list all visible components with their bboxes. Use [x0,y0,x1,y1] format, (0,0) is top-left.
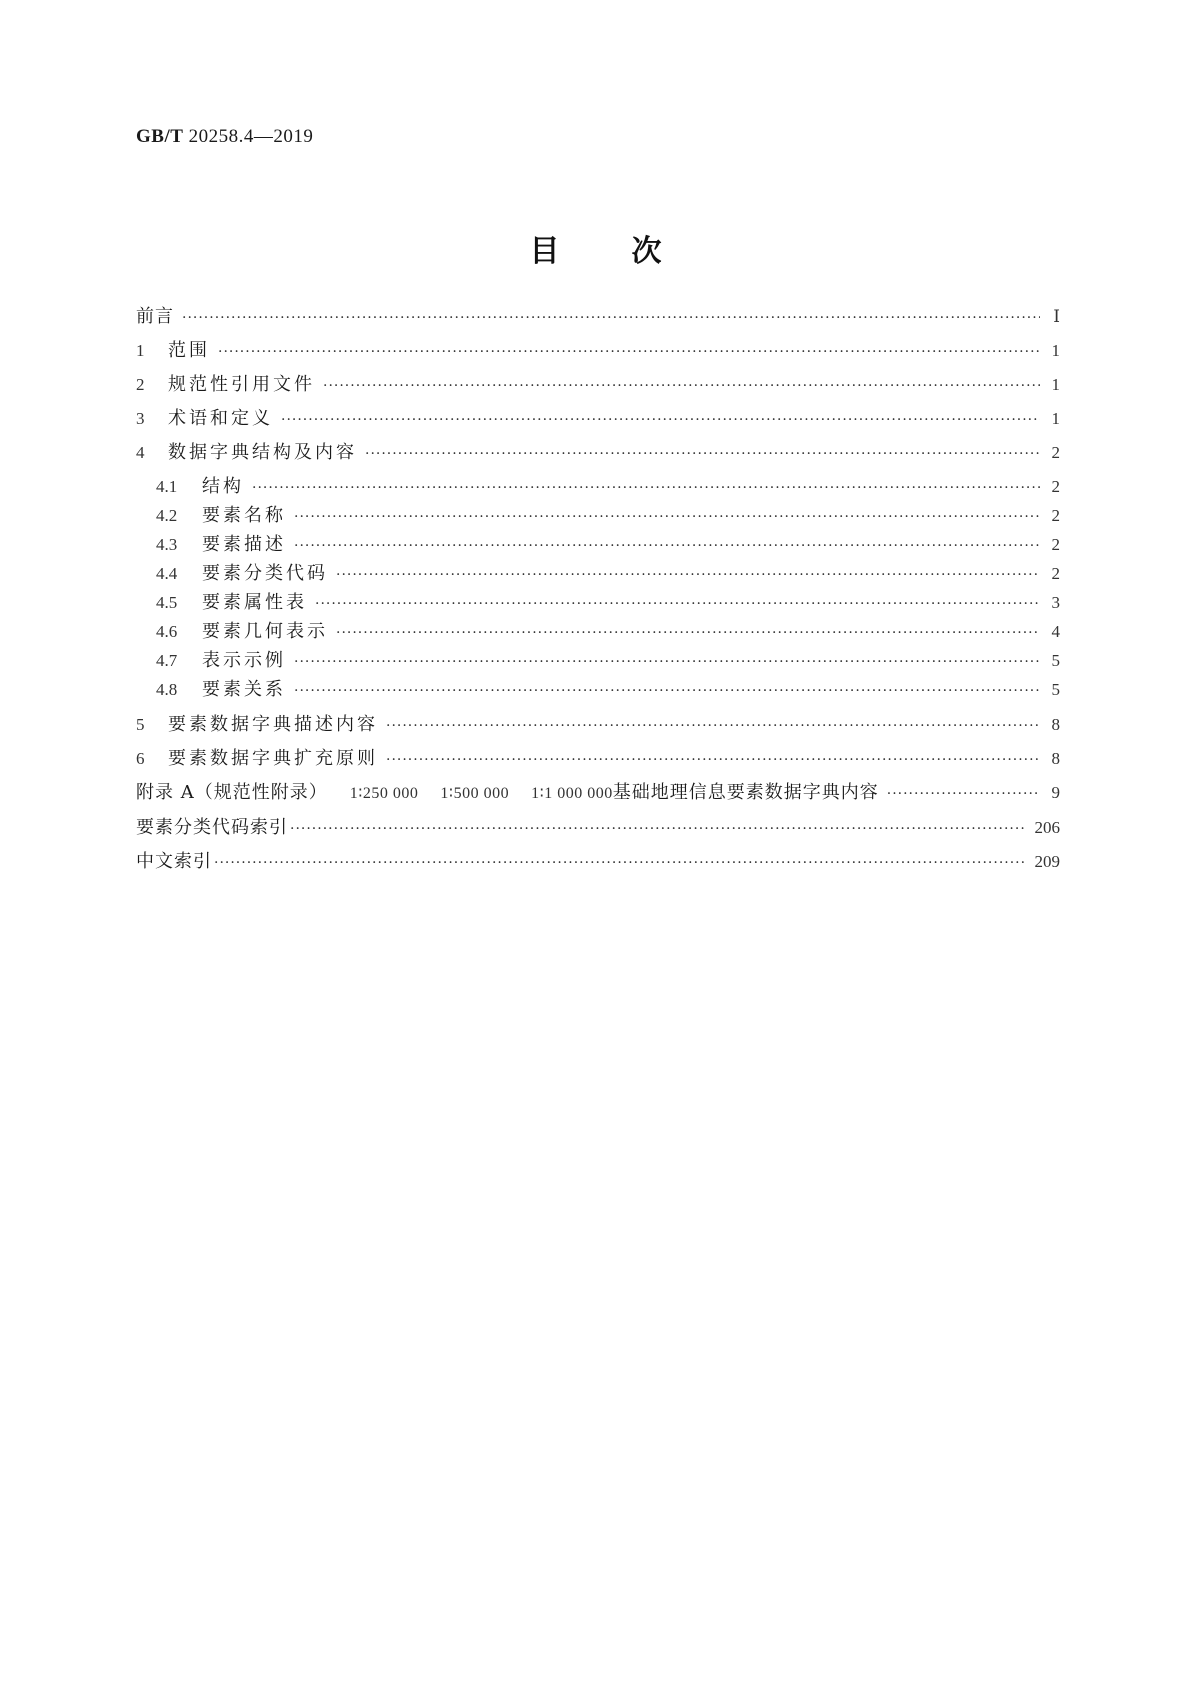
toc-entry-4-4[interactable] [156,561,1060,587]
toc-leader-dots [294,504,1040,530]
toc-entry-6[interactable] [136,746,1060,772]
standard-number: 20258.4—2019 [188,126,314,147]
toc-entry-2[interactable] [136,372,1060,398]
toc-label: 要素关系 [202,679,286,700]
toc-number: 4.7 [156,651,178,670]
toc-entry-4-1[interactable] [156,474,1060,500]
toc-label: 前言 [136,306,174,327]
toc-label: 结构 [202,476,244,497]
toc-label: 术语和定义 [168,408,273,429]
toc-number: 4.6 [156,622,178,641]
toc-entry-preface[interactable] [136,304,1060,330]
toc-entry-4-2[interactable] [156,503,1060,529]
toc-leader-dots [252,475,1040,501]
toc-leader-dots [323,373,1040,399]
toc-label: 要素数据字典扩充原则 [168,748,378,769]
toc-label: 表示示例 [202,650,286,671]
toc-leader-dots [336,620,1040,646]
toc-entry-4-8[interactable] [156,677,1060,703]
toc-label: 要素名称 [202,505,286,526]
toc-label: 要素描述 [202,534,286,555]
toc-number: 2 [136,375,145,394]
toc-label: 要素分类代码 [202,563,328,584]
toc-leader-dots [315,591,1040,617]
toc-entry-4-7[interactable] [156,648,1060,674]
toc-number: 4.2 [156,506,178,525]
toc-leader-dots [294,533,1040,559]
toc-leader-dots [887,781,1040,807]
page-title-char-2: 次 [631,234,662,269]
toc-appendix-label: 附录 A（规范性附录） [136,782,328,803]
toc-page-number: 209 [1034,852,1060,871]
table-of-contents [136,0,1060,1684]
toc-number: 4.4 [156,564,178,583]
toc-page-number: 2 [1051,477,1060,496]
toc-appendix-scale-3: 1∶1 000 000 [531,785,613,802]
toc-page-number: Ⅰ [1053,307,1060,326]
toc-page-number: 1 [1051,375,1060,394]
toc-leader-dots [386,713,1040,739]
toc-label: 要素属性表 [202,592,307,613]
toc-page-number: 2 [1051,443,1060,462]
toc-leader-dots [386,747,1040,773]
toc-label: 范围 [168,340,210,361]
toc-page-number: 4 [1051,622,1060,641]
toc-leader-dots [182,305,1040,331]
toc-page-number: 1 [1051,341,1060,360]
toc-number: 4.3 [156,535,178,554]
toc-page-number: 8 [1051,749,1060,768]
toc-page-number: 206 [1034,818,1060,837]
toc-entry-code-index[interactable] [136,815,1060,841]
toc-label: 数据字典结构及内容 [168,442,357,463]
toc-label: 要素数据字典描述内容 [168,714,378,735]
toc-page-number: 2 [1051,535,1060,554]
toc-page-number: 1 [1051,409,1060,428]
toc-page-number: 5 [1051,680,1060,699]
toc-entry-chinese-index[interactable] [136,849,1060,875]
toc-leader-dots [218,339,1040,365]
toc-leader-dots [365,441,1040,467]
toc-label: 要素几何表示 [202,621,328,642]
toc-page-number: 5 [1051,651,1060,670]
toc-page-number: 3 [1051,593,1060,612]
toc-entry-1[interactable] [136,338,1060,364]
toc-number: 1 [136,341,145,360]
toc-entry-5[interactable] [136,712,1060,738]
toc-number: 4.1 [156,477,178,496]
toc-leader-dots [281,407,1040,433]
toc-appendix-scale-1: 1∶250 000 [349,785,419,802]
toc-leader-dots [294,649,1040,675]
toc-appendix-scale-2: 1∶500 000 [440,785,510,802]
toc-page-number: 8 [1051,715,1060,734]
toc-page-number: 9 [1051,783,1060,802]
toc-page-number: 2 [1051,564,1060,583]
toc-label: 要素分类代码索引 [136,817,288,838]
toc-number: 5 [136,715,145,734]
toc-leader-dots [290,816,1027,842]
toc-entry-4-3[interactable] [156,532,1060,558]
toc-number: 6 [136,749,145,768]
toc-entry-4-5[interactable] [156,590,1060,616]
toc-leader-dots [336,562,1040,588]
toc-label: 规范性引用文件 [168,374,315,395]
toc-entry-4-6[interactable] [156,619,1060,645]
toc-entry-4[interactable] [136,440,1060,466]
toc-number: 4.8 [156,680,178,699]
toc-entry-appendix-a[interactable] [136,780,1060,806]
toc-appendix-title: 基础地理信息要素数据字典内容 [612,782,879,803]
standard-prefix: GB/T [136,126,184,147]
toc-entry-3[interactable] [136,406,1060,432]
toc-number: 4.5 [156,593,178,612]
toc-leader-dots [294,678,1040,704]
toc-number: 3 [136,409,145,428]
toc-leader-dots [214,850,1027,876]
page-title-char-1: 目 [529,234,560,269]
toc-label: 中文索引 [136,851,212,872]
toc-number: 4 [136,443,145,462]
toc-page-number: 2 [1051,506,1060,525]
